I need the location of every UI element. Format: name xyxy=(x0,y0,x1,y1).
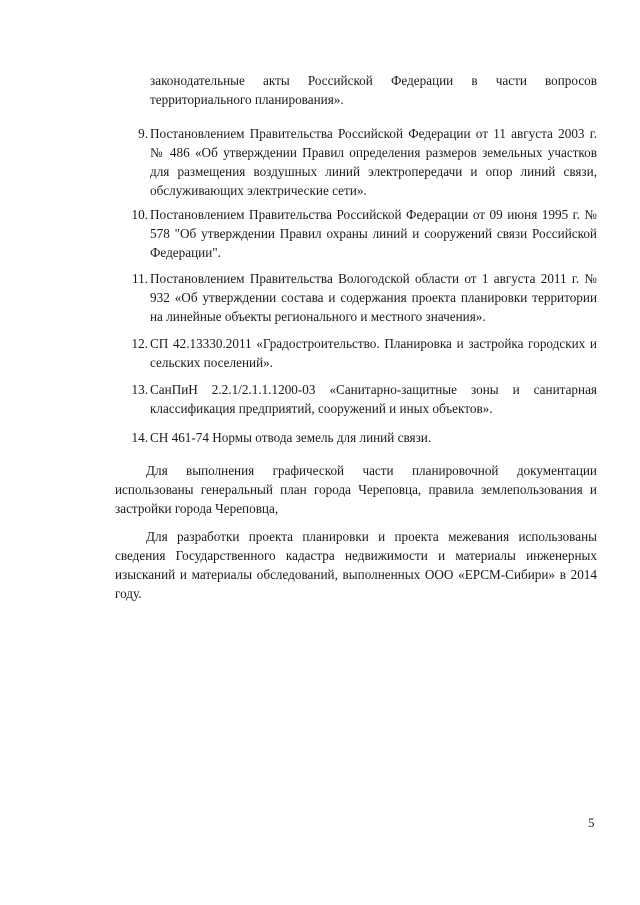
page-number: 5 xyxy=(588,815,595,830)
list-item-text: Постановлением Правительства Российской Федерации от 11 августа 2003 г. № 486 «Об утверждении Правил определения размеров земельных участков для размещения воздушных линий электропередачи и опор линий связи, обслуживающих электрические сети». xyxy=(150,126,597,198)
continuation-text: законодательные акты Российской Федерации в части вопросов территориального планирования». xyxy=(150,73,597,107)
list-item-number: 10. xyxy=(131,207,148,222)
list-item-text: Постановлением Правительства Российской Федерации от 09 июня 1995 г. № 578 "Об утверждении Правил охраны линий и сооружений связи Российской Федерации". xyxy=(150,207,597,260)
list-item-number: 12. xyxy=(131,336,148,351)
list-item-text: Постановлением Правительства Вологодской области от 1 августа 2011 г. № 932 «Об утверждении состава и содержания проекта планировки территории на линейные объекты регионального и местного значения». xyxy=(150,271,597,324)
list-item-number: 11. xyxy=(132,271,148,286)
list-item-number: 9. xyxy=(138,126,148,141)
body-paragraph: Для выполнения графической части планировочной документации использованы генеральный план города Череповца, правила землепользования и застройки города Череповца, xyxy=(115,463,597,516)
body-paragraph: Для разработки проекта планировки и проекта межевания использованы сведения Государственного кадастра недвижимости и материалы инженерных изысканий и материалы обследований, выполненных ООО «ЕРСМ-Сибири» в 2014 году. xyxy=(115,529,597,601)
list-item-number: 13. xyxy=(131,382,148,397)
list-item-text: СН 461-74 Нормы отвода земель для линий связи. xyxy=(150,430,432,445)
list-item-text: СП 42.13330.2011 «Градостроительство. Планировка и застройка городских и сельских поселений». xyxy=(150,336,597,370)
list-item-text: СанПиН 2.2.1/2.1.1.1200-03 «Санитарно-защитные зоны и санитарная классификация предприятий, сооружений и иных объектов». xyxy=(150,382,597,416)
list-item-number: 14. xyxy=(131,430,148,445)
